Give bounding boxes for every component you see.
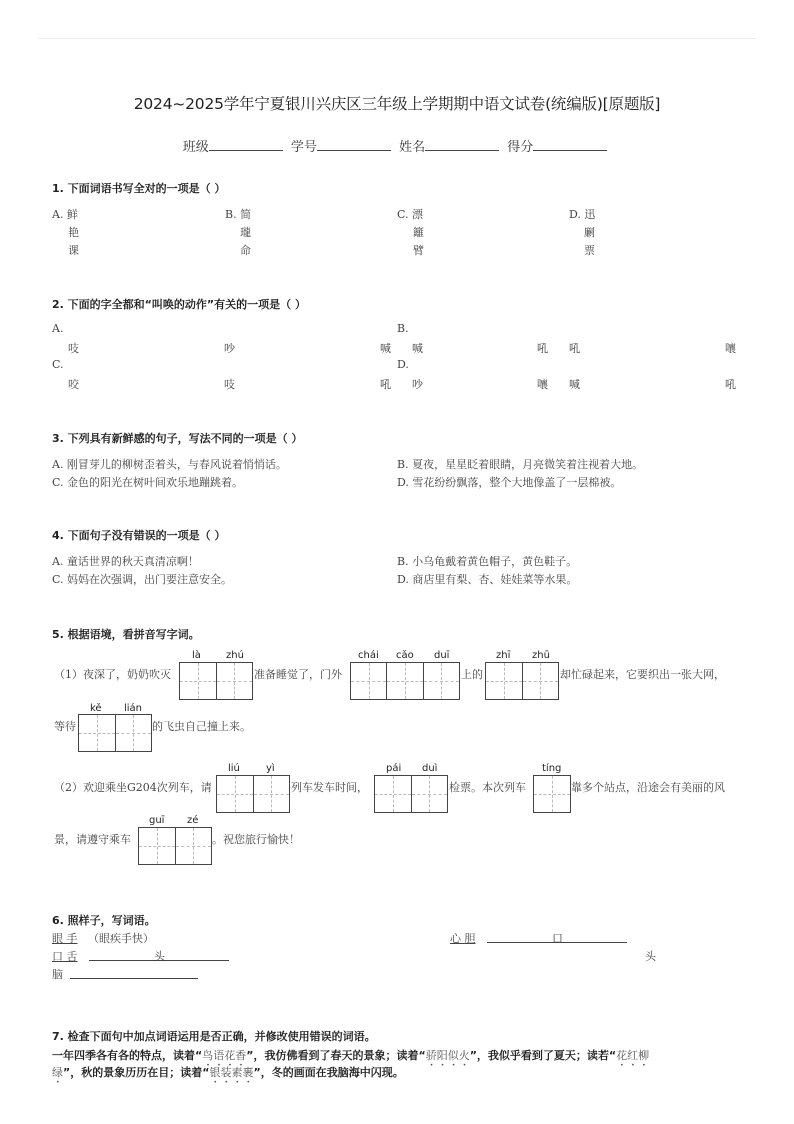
- q2-option-b[interactable]: B.: [397, 322, 409, 335]
- top-divider: [38, 38, 756, 39]
- q7-text: 一年四季各有各的特点，读着“: [52, 1049, 203, 1062]
- q2-b-char: 吼: [537, 342, 548, 355]
- q6-item-4-end: 头: [645, 950, 656, 963]
- q5-p2-text: 靠多个站点，沿途会有美丽的风: [571, 781, 725, 794]
- q2-option-c[interactable]: C.: [52, 358, 64, 371]
- q2-b-char: 嚷: [725, 342, 736, 355]
- q1-option-d-line2: 劆: [584, 226, 595, 239]
- q3-option-c[interactable]: C. 金色的阳光在树叶间欢乐地蹦跳着。: [52, 476, 244, 489]
- q1-option-b-line3: 命: [240, 244, 251, 257]
- q6-item-5: 脑: [52, 968, 63, 981]
- q7-passage-line-2: [52, 1064, 404, 1086]
- page-title: 2024~2025学年宁夏银川兴庆区三年级上学期期中语文试卷(统编版)[原题版]: [133, 95, 661, 113]
- q5-p1-text: 的飞虫自己撞上来。: [152, 720, 251, 733]
- writing-grid[interactable]: [374, 775, 448, 813]
- q2-d-char: 喊: [569, 378, 580, 391]
- student-info-bar: [0, 136, 794, 155]
- q7-stem: 7. 检查下面句中加点词语运用是否正确，并修改使用错误的词语。: [52, 1030, 376, 1043]
- q5-p2-text: 景，请遵守乘车: [54, 833, 131, 846]
- q7-dotted-word: 绿: [52, 1066, 63, 1079]
- writing-grid[interactable]: [78, 714, 152, 752]
- q1-option-a-line3: 课: [68, 244, 79, 257]
- pinyin: zhú: [226, 650, 244, 661]
- q6-item-3-mid: 头: [154, 950, 165, 963]
- score-label: 得分: [507, 140, 534, 155]
- q3-option-b[interactable]: B. 夏夜，星星眨着眼睛，月亮微笑着注视着大地。: [397, 458, 644, 471]
- q4-option-a[interactable]: A. 童话世界的秋天真清凉啊！: [52, 555, 199, 568]
- q6-item-2-mid: 口: [552, 932, 563, 945]
- q5-stem: 5. 根据语境，看拼音写字词。: [52, 628, 200, 641]
- answer-line[interactable]: [70, 978, 198, 979]
- q6-item-3: 口 舌: [52, 950, 78, 963]
- q1-option-c[interactable]: C. 漂: [397, 208, 424, 221]
- q2-b-char: 吼: [569, 342, 580, 355]
- pinyin: zhū: [532, 650, 550, 661]
- writing-grid[interactable]: [485, 662, 559, 700]
- score-blank[interactable]: [533, 138, 607, 151]
- q1-option-a[interactable]: A. 鲜: [52, 208, 78, 221]
- q2-stem: 2. 下面的字全都和“叫唤的动作”有关的一项是（ ）: [52, 298, 306, 311]
- writing-grid[interactable]: [216, 775, 290, 813]
- q7-text: ”，我仿佛看到了春天的景象；读着“: [246, 1049, 426, 1062]
- q5-p1-text: （1）夜深了，奶奶吹灭: [54, 668, 171, 681]
- q7-text: ”，冬的画面在我脑海中闪现。: [253, 1066, 404, 1079]
- q3-stem: 3. 下列具有新鲜感的句子，写法不同的一项是（ ）: [52, 432, 303, 445]
- writing-grid[interactable]: [179, 662, 253, 700]
- class-label: 班级: [182, 140, 209, 155]
- pinyin: guī: [149, 815, 165, 826]
- q7-text: ”，我似乎看到了夏天；读若“: [469, 1049, 617, 1062]
- pinyin: zé: [187, 815, 199, 826]
- q5-p2-text: （2）欢迎乘坐G204次列车，请: [54, 781, 212, 794]
- q2-option-d[interactable]: D.: [397, 358, 409, 371]
- q2-option-a[interactable]: A.: [52, 322, 64, 335]
- pinyin: chái: [358, 650, 379, 661]
- q5-p2-text: 列车发车时间，: [291, 781, 368, 794]
- q2-c-char: 吼: [380, 378, 391, 391]
- q2-b-char: 喊: [412, 342, 423, 355]
- q1-option-d-line3: 票: [584, 244, 595, 257]
- pinyin: zhī: [496, 650, 511, 661]
- q2-a-char: 吵: [224, 342, 235, 355]
- q4-stem: 4. 下面句子没有错误的一项是（ ）: [52, 529, 226, 542]
- q6-stem: 6. 照样子，写词语。: [52, 914, 156, 927]
- q2-a-char: 吱: [68, 342, 79, 355]
- pinyin: pái: [386, 763, 402, 774]
- pinyin: kě: [90, 703, 102, 714]
- id-blank[interactable]: [317, 138, 391, 151]
- q6-item-2: 心 胆: [450, 932, 476, 945]
- q6-example-note: （眼疾手快）: [88, 932, 154, 945]
- q4-option-d[interactable]: D. 商店里有梨、杏、娃娃菜等水果。: [397, 573, 578, 586]
- writing-grid[interactable]: [138, 827, 212, 865]
- q1-option-a-line2: 艳: [68, 226, 79, 239]
- q5-p1-text: 准备睡觉了，门外: [254, 668, 342, 681]
- q5-p2-text: 。祝您旅行愉快！: [212, 833, 300, 846]
- writing-grid[interactable]: [350, 662, 460, 700]
- q1-option-d[interactable]: D. 迅: [569, 208, 596, 221]
- q2-d-char: 吵: [412, 378, 423, 391]
- name-blank[interactable]: [425, 138, 499, 151]
- q7-dotted-word: 银装素裹: [209, 1066, 254, 1079]
- q5-p1-text: 上的: [461, 668, 483, 681]
- q6-example-chars: 眼 手: [52, 932, 78, 945]
- q1-option-c-line2: 籬: [413, 226, 424, 239]
- q2-d-char: 吼: [725, 378, 736, 391]
- class-blank[interactable]: [209, 138, 283, 151]
- q7-dotted-word: 花红柳: [616, 1049, 650, 1062]
- q2-c-char: 咬: [68, 378, 79, 391]
- q5-p2-text: 检票。本次列车: [449, 781, 526, 794]
- q2-a-char: 喊: [380, 342, 391, 355]
- q7-dotted-word: 骄阳似火: [425, 1049, 470, 1062]
- q1-stem: 1. 下面词语书写全对的一项是（ ）: [52, 182, 226, 195]
- pinyin: duī: [434, 650, 450, 661]
- q7-text: ”，秋的景象历历在目；读着“: [63, 1066, 210, 1079]
- pinyin: duì: [422, 763, 438, 774]
- q5-p1-text: 却忙碌起来，它要织出一张大网，: [560, 668, 725, 681]
- writing-grid[interactable]: [533, 775, 571, 813]
- id-label: 学号: [290, 140, 317, 155]
- q1-option-c-line3: 臂: [413, 244, 424, 257]
- name-label: 姓名: [399, 140, 426, 155]
- q7-dotted-word: 鸟语花香: [202, 1049, 247, 1062]
- pinyin: liú: [228, 763, 240, 774]
- pinyin: yì: [266, 763, 275, 774]
- q2-c-char: 吱: [224, 378, 235, 391]
- q1-option-b-line2: 瓏: [240, 226, 251, 239]
- q4-option-b[interactable]: B. 小乌龟戴着黄色帽子，黄色鞋子。: [397, 555, 578, 568]
- q2-d-char: 嚷: [537, 378, 548, 391]
- pinyin: cǎo: [396, 650, 414, 661]
- q5-p1-text: 等待: [54, 720, 76, 733]
- q3-option-a[interactable]: A. 刚冒芽儿的柳树歪着头，与春风说着悄悄话。: [52, 458, 287, 471]
- pinyin: là: [192, 650, 201, 661]
- q1-option-b[interactable]: B. 简: [225, 208, 252, 221]
- pinyin: tíng: [542, 763, 562, 774]
- pinyin: lián: [124, 703, 143, 714]
- q4-option-c[interactable]: C. 妈妈在次强调，出门要注意安全。: [52, 573, 233, 586]
- q3-option-d[interactable]: D. 雪花纷纷飘落，整个大地像盖了一层棉被。: [397, 476, 622, 489]
